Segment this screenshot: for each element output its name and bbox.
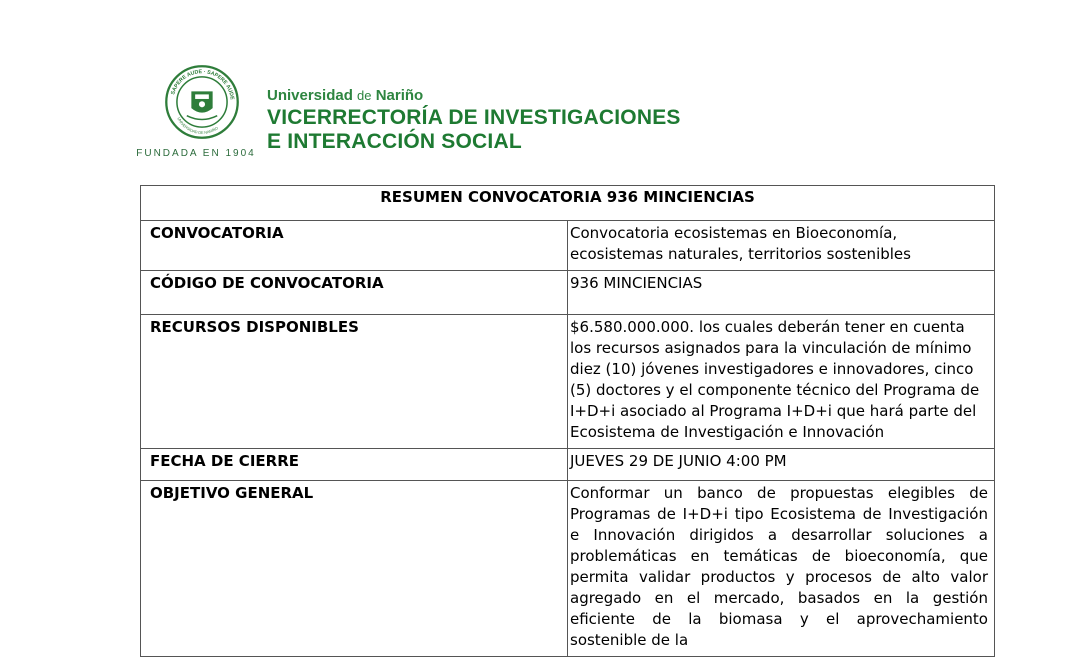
svg-text:SAPERE AUDE · SAPERE AUDE: SAPERE AUDE · SAPERE AUDE: [170, 69, 235, 101]
table-row: [141, 271, 995, 315]
university-de: de: [357, 88, 372, 103]
office-name-line2: E INTERACCIÓN SOCIAL: [267, 130, 522, 153]
row-label-convocatoria: CONVOCATORIA: [141, 221, 568, 271]
table-row: [141, 315, 995, 449]
row-value-recursos: $6.580.000.000. los cuales deberán tener en cuenta los recursos asignados para la vinculación de mínimo diez (10) jóvenes investigadores e innovadores, cinco (5) doctores y el componente técnico del Programa de I+D+i asociado al Programa I+D+i que hará parte del Ecosistema de Investigación e Innovación: [568, 315, 995, 449]
office-name-line1: VICERRECTORÍA DE INVESTIGACIONES: [267, 106, 681, 129]
letterhead: [136, 62, 696, 162]
row-label-objetivo: OBJETIVO GENERAL: [141, 481, 568, 657]
university-city: Nariño: [375, 87, 424, 104]
table-row: [141, 221, 995, 271]
university-name: [267, 87, 423, 104]
table-title-row: [141, 186, 995, 221]
svg-text:UNIVERSIDAD DE NARIÑO: UNIVERSIDAD DE NARIÑO: [176, 116, 219, 135]
summary-table: [140, 185, 995, 657]
row-label-codigo: CÓDIGO DE CONVOCATORIA: [141, 271, 568, 315]
university-prefix: Universidad: [267, 87, 353, 104]
row-value-convocatoria: Convocatoria ecosistemas en Bioeconomía, ecosistemas naturales, territorios sostenibles: [568, 221, 995, 271]
table-title: RESUMEN CONVOCATORIA 936 MINCIENCIAS: [141, 186, 995, 221]
table-row: [141, 449, 995, 481]
row-value-fecha-cierre: JUEVES 29 DE JUNIO 4:00 PM: [568, 449, 995, 481]
row-value-objetivo: Conformar un banco de propuestas elegibles de Programas de I+D+i tipo Ecosistema de Investigación e Innovación dirigidos a desarrollar soluciones a problemáticas en temáticas de bioeconomía, que permita validar productos y procesos de alto valor agregado en el mercado, basados en la gestión eficiente de la biomasa y el aprovechamiento sostenible de la: [568, 481, 995, 657]
row-label-fecha-cierre: FECHA DE CIERRE: [141, 449, 568, 481]
row-value-codigo: 936 MINCIENCIAS: [568, 271, 995, 315]
row-label-recursos: RECURSOS DISPONIBLES: [141, 315, 568, 449]
table-row: [141, 481, 995, 657]
founded-text: FUNDADA EN 1904: [136, 148, 256, 159]
university-seal-logo: [164, 64, 240, 140]
